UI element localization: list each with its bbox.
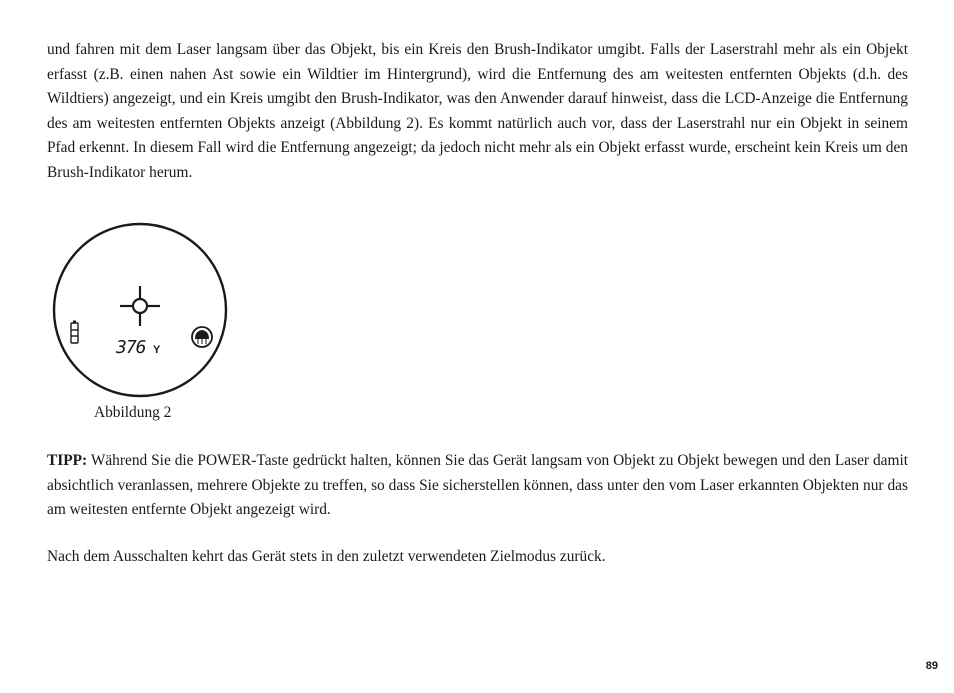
body-paragraph-3: Nach dem Ausschalten kehrt das Gerät stets in den zuletzt verwendeten Zielmodus zurück. <box>47 548 606 565</box>
body-paragraph: und fahren mit dem Laser langsam über das Objekt, bis ein Kreis den Brush-Indikator umgibt. Falls der Laserstrahl mehr als ein Objekt erfasst (z.B. einen nahen Ast sowie ein Wildtier im Hintergrund), wird die Entfernung des am weitesten entfernten Objekts (d.h. des Wildtiers) angezeigt, und ein Kreis umgibt den Brush-Indikator, was den Anwender darauf hinweist, dass die LCD-Anzeige die Entfernung des am weitesten entfernten Objekts anzeigt (Abbildung 2). Es kommt natürlich auch vor, dass der Laserstrahl nur ein Objekt in seinem Pfad erkennt. In diesem Fall wird die Entfernung angezeigt; da jedoch nicht mehr als ein Objekt erfasst wurde, erscheint kein Kreis um den Brush-Indikator herum. <box>47 41 908 181</box>
display-outline <box>54 224 226 396</box>
figure-2-lcd-display <box>52 218 232 404</box>
page-number: 89 <box>925 660 938 672</box>
distance-unit: Y <box>153 344 161 356</box>
tip-paragraph <box>47 449 908 523</box>
brush-indicator-icon <box>192 327 212 347</box>
tip-label: TIPP: <box>47 452 88 469</box>
tip-text: Während Sie die POWER-Taste gedrückt halten, können Sie das Gerät langsam von Objekt zu Objekt bewegen und den Laser damit absichtlich veranlassen, mehrere Objekte zu treffen, so dass Sie sicherstellen können, dass unter den vom Laser erkannten Objekten nur das am weitesten entfernte Objekt angezeigt wird. <box>47 452 908 519</box>
crosshair-icon <box>120 286 160 326</box>
figure-caption: Abbildung 2 <box>94 404 172 421</box>
battery-icon <box>71 321 78 344</box>
distance-readout: 376 <box>116 337 146 358</box>
